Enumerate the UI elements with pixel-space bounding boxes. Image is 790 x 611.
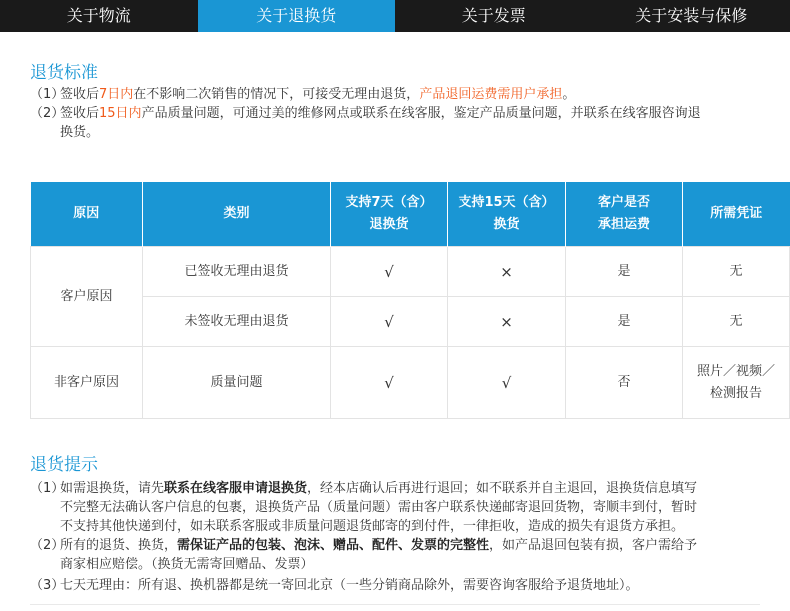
item-number: （1） <box>30 87 65 102</box>
header-reason: 原因 <box>31 182 143 247</box>
cross-mark: × <box>448 247 566 297</box>
return-standard-title: 退货标准 <box>30 63 98 83</box>
bold-text: 需保证产品的包装、泡沫、赠品、配件、发票的完整性 <box>177 538 490 553</box>
header-category: 类别 <box>143 182 331 247</box>
text: 。 <box>562 87 576 102</box>
table-row <box>31 247 790 297</box>
fee-cell: 是 <box>566 297 683 347</box>
text: 七天无理由：所有退、换机器都是统一寄回北京（一些分销商品除外，需要咨询客服给予退货地址）。 <box>60 578 639 593</box>
tab-returns[interactable]: 关于退换货 <box>198 0 396 32</box>
text: 如需退换货，请先 <box>60 481 165 496</box>
fee-cell: 是 <box>566 247 683 297</box>
header-15day: 支持15天（含） 换货 <box>448 182 566 247</box>
tab-logistics[interactable]: 关于物流 <box>66 6 131 25</box>
check-mark: √ <box>331 297 448 347</box>
category-cell: 已签收无理由退货 <box>143 247 331 297</box>
header-7day: 支持7天（含） 退换货 <box>331 182 448 247</box>
text-continuation: 换货。 <box>60 125 100 140</box>
tab-bar <box>0 0 790 32</box>
item-number: （2） <box>30 538 65 553</box>
check-mark: √ <box>331 247 448 297</box>
proof-cell: 无 <box>683 297 790 347</box>
cross-mark: × <box>448 297 566 347</box>
standard-item-1 <box>30 85 770 104</box>
text: 所有的退货、换货， <box>60 538 178 553</box>
highlight-text: 产品退回运费需用户承担 <box>419 87 563 102</box>
text: 签收后 <box>60 106 100 121</box>
proof-cell: 无 <box>683 247 790 297</box>
highlight-text: 15日内 <box>99 106 142 121</box>
highlight-text: 7日内 <box>99 87 134 102</box>
fee-cell: 否 <box>566 347 683 419</box>
tips-item-1 <box>30 479 770 536</box>
text: 在不影响二次销售的情况下，可接受无理由退货， <box>133 87 420 102</box>
table-row <box>31 297 790 347</box>
table-row <box>31 347 790 419</box>
bold-text: 联系在线客服申请退换货 <box>164 481 308 496</box>
header-shipping-fee: 客户是否 承担运费 <box>566 182 683 247</box>
check-mark: √ <box>448 347 566 419</box>
text: 签收后 <box>60 87 100 102</box>
category-cell: 未签收无理由退货 <box>143 297 331 347</box>
item-number: （1） <box>30 481 65 496</box>
check-mark: √ <box>331 347 448 419</box>
header-proof: 所需凭证 <box>683 182 790 247</box>
tips-item-3 <box>30 576 770 595</box>
item-number: （2） <box>30 106 65 121</box>
tab-installation-warranty[interactable]: 关于安装与保修 <box>635 6 748 25</box>
standard-item-2 <box>30 104 770 142</box>
text-continuation: 不支持其他快递到付，如未联系客服或非质量问题退货邮寄的到付件，一律拒收，造成的损失有退货方承担。 <box>60 519 685 534</box>
table-header-row <box>31 182 790 247</box>
tips-item-2 <box>30 536 770 574</box>
item-number: （3） <box>30 578 65 593</box>
tab-invoice[interactable]: 关于发票 <box>461 6 526 25</box>
text: ，如产品退回包装有损，客户需给予 <box>489 538 698 553</box>
text-continuation: 商家相应赔偿。（换货无需寄回赠品、发票） <box>60 557 314 572</box>
divider <box>30 604 760 605</box>
text: ，经本店确认后再进行退回；如不联系并自主退回，退换货信息填写 <box>307 481 698 496</box>
return-policy-table <box>30 182 790 419</box>
proof-cell: 照片／视频／ 检测报告 <box>683 347 790 419</box>
text-continuation: 不完整无法确认客户信息的包裹，退换货产品（质量问题）需由客户联系快递邮寄退回货物，寄顺丰到付，暂时 <box>60 500 698 515</box>
reason-cell: 非客户原因 <box>31 347 143 419</box>
return-tips-title: 退货提示 <box>30 455 98 475</box>
category-cell: 质量问题 <box>143 347 331 419</box>
reason-cell: 客户原因 <box>31 247 143 347</box>
text: 产品质量问题，可通过美的维修网点或联系在线客服，鉴定产品质量问题，并联系在线客服咨询退 <box>141 106 701 121</box>
